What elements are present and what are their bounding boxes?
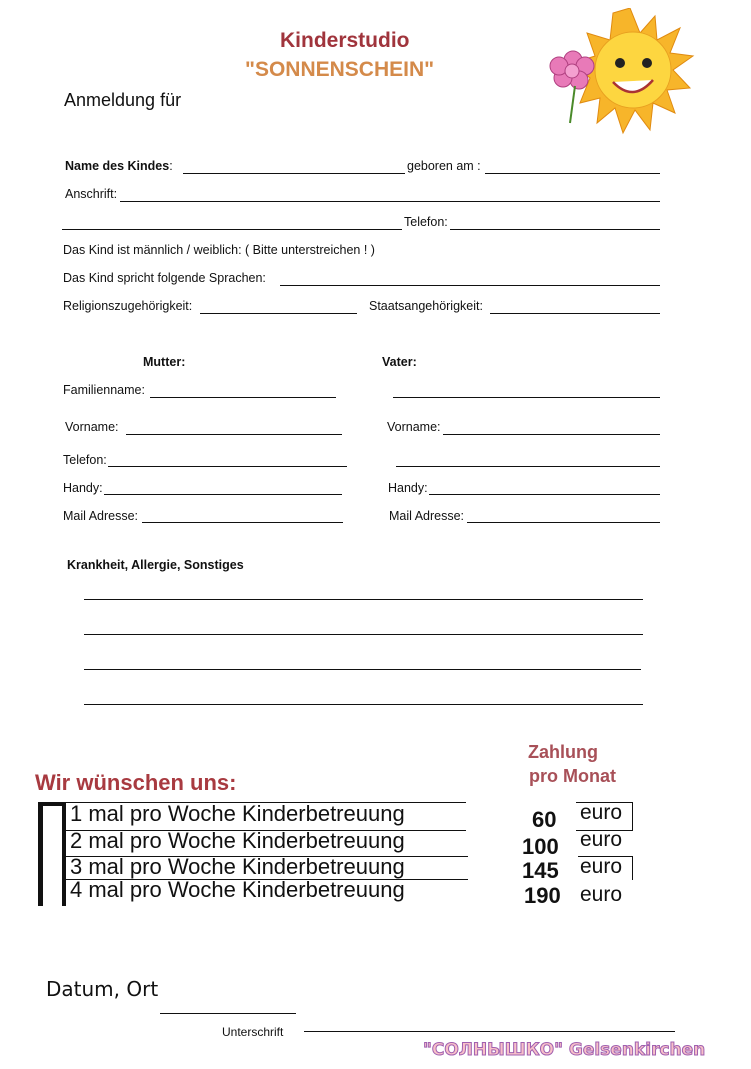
option-label-1: 1 mal pro Woche Kinderbetreuung — [70, 801, 405, 826]
checkbox-4[interactable] — [43, 879, 62, 906]
sun-logo — [545, 8, 695, 136]
signature-label: Unterschrift — [222, 1025, 284, 1039]
father-mail-label: Mail Adresse: — [389, 509, 465, 523]
mother-phone-field[interactable] — [108, 466, 347, 467]
studio-title: "SONNENSCHEIN" — [245, 58, 435, 81]
religion-field[interactable] — [200, 313, 357, 314]
mother-firstname-label: Vorname: — [65, 420, 119, 434]
option-price-3: 145 — [522, 858, 559, 883]
mother-surname-label: Familienname: — [63, 383, 145, 397]
date-place-label: Datum, Ort — [46, 977, 159, 1001]
birth-field[interactable] — [485, 173, 660, 174]
mother-mobile-field[interactable] — [104, 494, 342, 495]
payment-heading-1: Zahlung — [528, 742, 598, 762]
languages-field[interactable] — [280, 285, 660, 286]
citizenship-label: Staatsangehörigkeit: — [369, 299, 483, 313]
option-price-1: 60 — [532, 807, 557, 832]
birth-label: geboren am : — [407, 159, 481, 173]
health-line[interactable] — [84, 669, 641, 670]
mother-heading: Mutter: — [143, 355, 186, 369]
father-firstname-label: Vorname: — [387, 420, 441, 434]
checkbox-2[interactable] — [43, 830, 62, 856]
health-line[interactable] — [84, 599, 643, 600]
studio-name: Kinderstudio — [280, 29, 410, 52]
address-field[interactable] — [120, 201, 660, 202]
signature-field[interactable] — [304, 1031, 675, 1032]
mother-surname-field[interactable] — [150, 397, 336, 398]
option-label-3: 3 mal pro Woche Kinderbetreuung — [70, 854, 405, 879]
father-mail-field[interactable] — [467, 522, 660, 523]
option-price-2: 100 — [522, 834, 559, 859]
phone-label: Telefon: — [404, 215, 448, 229]
option-currency-4: euro — [580, 883, 623, 906]
mother-phone-label: Telefon: — [63, 453, 107, 467]
health-line[interactable] — [84, 704, 643, 705]
option-currency-2: euro — [580, 828, 623, 851]
option-currency-3: euro — [580, 855, 623, 878]
mother-firstname-field[interactable] — [126, 434, 342, 435]
gender-text: Das Kind ist männlich / weiblich: ( Bitte unterstreichen ! ) — [63, 243, 375, 257]
payment-heading-2: pro Monat — [529, 766, 616, 786]
checkbox-3[interactable] — [43, 856, 62, 879]
date-place-field[interactable] — [160, 1013, 296, 1014]
religion-label: Religionszugehörigkeit: — [63, 299, 193, 313]
father-firstname-field[interactable] — [443, 434, 660, 435]
option-currency-1: euro — [580, 801, 623, 824]
address-label: Anschrift: — [65, 187, 118, 201]
form-subtitle: Anmeldung für — [64, 90, 182, 110]
phone-field[interactable] — [450, 229, 660, 230]
citizenship-field[interactable] — [490, 313, 660, 314]
colon: : — [169, 159, 173, 173]
father-phone-field[interactable] — [396, 466, 660, 467]
option-label-2: 2 mal pro Woche Kinderbetreuung — [70, 828, 405, 853]
child-name-label-text: Name des Kindes — [65, 159, 170, 173]
mother-mail-field[interactable] — [142, 522, 343, 523]
option-price-4: 190 — [524, 883, 561, 908]
option-label-4: 4 mal pro Woche Kinderbetreuung — [70, 877, 405, 902]
health-line[interactable] — [84, 634, 643, 635]
options-heading: Wir wünschen uns: — [35, 770, 237, 795]
checkbox-1[interactable] — [43, 806, 62, 830]
father-heading: Vater: — [382, 355, 417, 369]
euro-box-line — [632, 802, 633, 830]
watermark: "СОЛНЫШКО" Gelsenkirchen — [423, 1040, 706, 1060]
father-mobile-label: Handy: — [388, 481, 428, 495]
languages-label: Das Kind spricht folgende Sprachen: — [63, 271, 266, 285]
euro-box-line — [632, 856, 633, 880]
child-name-label — [65, 159, 173, 173]
child-name-field[interactable] — [183, 173, 405, 174]
father-surname-field[interactable] — [393, 397, 660, 398]
mother-mobile-label: Handy: — [63, 481, 103, 495]
checkbox-frame-right — [62, 802, 66, 906]
mother-mail-label: Mail Adresse: — [63, 509, 139, 523]
father-mobile-field[interactable] — [429, 494, 660, 495]
address-field-2[interactable] — [62, 229, 402, 230]
health-heading: Krankheit, Allergie, Sonstiges — [67, 558, 244, 572]
